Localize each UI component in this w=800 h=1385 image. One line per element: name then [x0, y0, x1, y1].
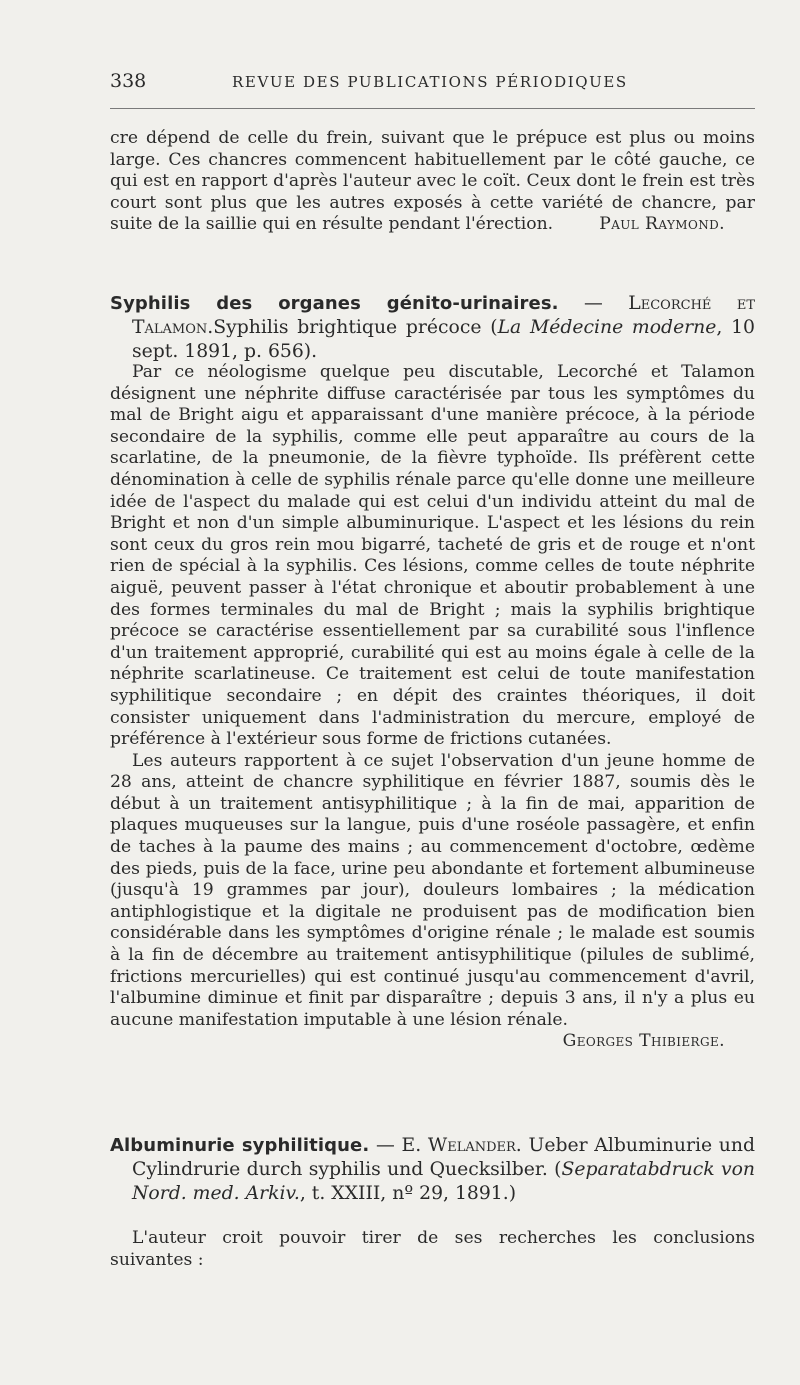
page-header: [110, 70, 755, 96]
article1-title: Syphilis des organes génito-urinaires.: [110, 293, 559, 314]
article2-body: [110, 1228, 755, 1271]
article2-source-rest: , t. XXIII, nº 29, 1891.): [299, 1183, 517, 1204]
continuation-signature: Paul Raymond.: [599, 214, 725, 235]
article2-dash: —: [369, 1135, 402, 1156]
page-number: 338: [110, 70, 147, 92]
article1-dash: —: [558, 293, 629, 314]
article2-paragraph-1: L'auteur croit pouvoir tirer de ses recherches les conclusions suivantes :: [110, 1228, 755, 1270]
continuation-paragraph: [110, 128, 755, 236]
continuation-block: [110, 128, 755, 236]
article1-source-rest: , 10 sept. 1891, p. 656).: [132, 317, 755, 362]
article2-authors: E. Welander.: [401, 1135, 522, 1156]
article1-paragraph-2-text: Les auteurs rapportent à ce sujet l'observation d'un jeune homme de 28 ans, atteint de chancre syphilitique en février 1887, soumis dès le début à un traitement antisyphilitique ; à la fin de mai, apparition de plaques muqueuses sur la langue, puis d'une roséole passagère, et enfin de taches à la paume des mains ; au commencement d'octobre, œdème des pieds, puis de la face, urine peu abondante et fortement albumineuse (jusqu'à 19 grammes par jour), douleurs lombaires ; la médication antiphlogistique et la digitale ne produisent pas de modification bien considérable dans les symptômes d'origine rénale ; le malade est soumis à la fin de décembre au traitement antisyphilitique (pilules de sublimé, frictions mercurielles) qui est continué jusqu'au commencement d'avril, l'albumine diminue et finit par disparaître ; depuis 3 ans, il n'y a plus eu aucune manifestation imputable à une lésion rénale.: [110, 750, 755, 1030]
article2-subtitle: Ueber Albuminurie und Cylindrurie durch syphilis und Quecksilber.: [132, 1135, 755, 1180]
article2-title: Albuminurie syphilitique.: [110, 1135, 370, 1156]
article1-journal: La Médecine moderne: [497, 317, 717, 338]
article1-signature: Georges Thibierge.: [562, 1031, 725, 1052]
article2-heading: [110, 1134, 755, 1206]
article1-heading-line: [110, 292, 755, 364]
article1-source-open: (: [481, 317, 498, 338]
header-rule: [110, 108, 755, 109]
article2-heading-line: [110, 1134, 755, 1206]
running-head: REVUE DES PUBLICATIONS PÉRIODIQUES: [232, 73, 628, 91]
article1-heading: [110, 292, 755, 364]
article1-paragraph-2: [110, 750, 755, 1052]
article1-body: [110, 362, 755, 1053]
article2-journal: Separatabdruck von Nord. med. Arkiv.: [132, 1159, 755, 1204]
article1-subtitle: Syphilis brightique précoce: [213, 317, 482, 338]
article2-source-open: (: [547, 1159, 562, 1180]
article1-authors: Lecorché et Talamon.: [132, 293, 755, 338]
continuation-text: cre dépend de celle du frein, suivant que le prépuce est plus ou moins large. Ces chancres commencent habituellement par le côté gauche, ce qui est en rapport d'après l'auteur avec le coït. Ceux dont le frein est très court sont plus que les autres exposés à cette variété de chancre, par suite de la saillie qui en résulte pendant l'érection.: [110, 128, 755, 235]
article1-paragraph-1: Par ce néologisme quelque peu discutable, Lecorché et Talamon désignent une néphrite diffuse caractérisée par tous les symptômes du mal de Bright aigu et apparaissant d'une manière précoce, à la période secondaire de la syphilis, comme elle peut apparaître au cours de la scarlatine, de la pneumonie, de la fièvre typhoïde. Ils préfèrent cette dénomination à celle de syphilis rénale parce qu'elle donne une meilleure idée de l'aspect du malade qui est celui d'un individu atteint du mal de Bright et non d'un simple albuminurique. L'aspect et les lésions du rein sont ceux du gros rein mou bigarré, tacheté de gris et de rouge et n'ont rien de spécial à la syphilis. Ces lésions, comme celles de toute néphrite aiguë, peuvent passer à l'état chronique et aboutir probablement à une des formes terminales du mal de Bright ; mais la syphilis brightique précoce se caractérise essentiellement par sa curabilité sous l'inflence d'un traitement approprié, curabilité qui est au moins égale à celle de la néphrite scarlatineuse. Ce traitement est celui de toute manifestation syphilitique secondaire ; en dépit des craintes théoriques, il doit consister uniquement dans l'administration du mercure, employé de préférence à l'extérieur sous forme de frictions cutanées.: [110, 362, 755, 750]
